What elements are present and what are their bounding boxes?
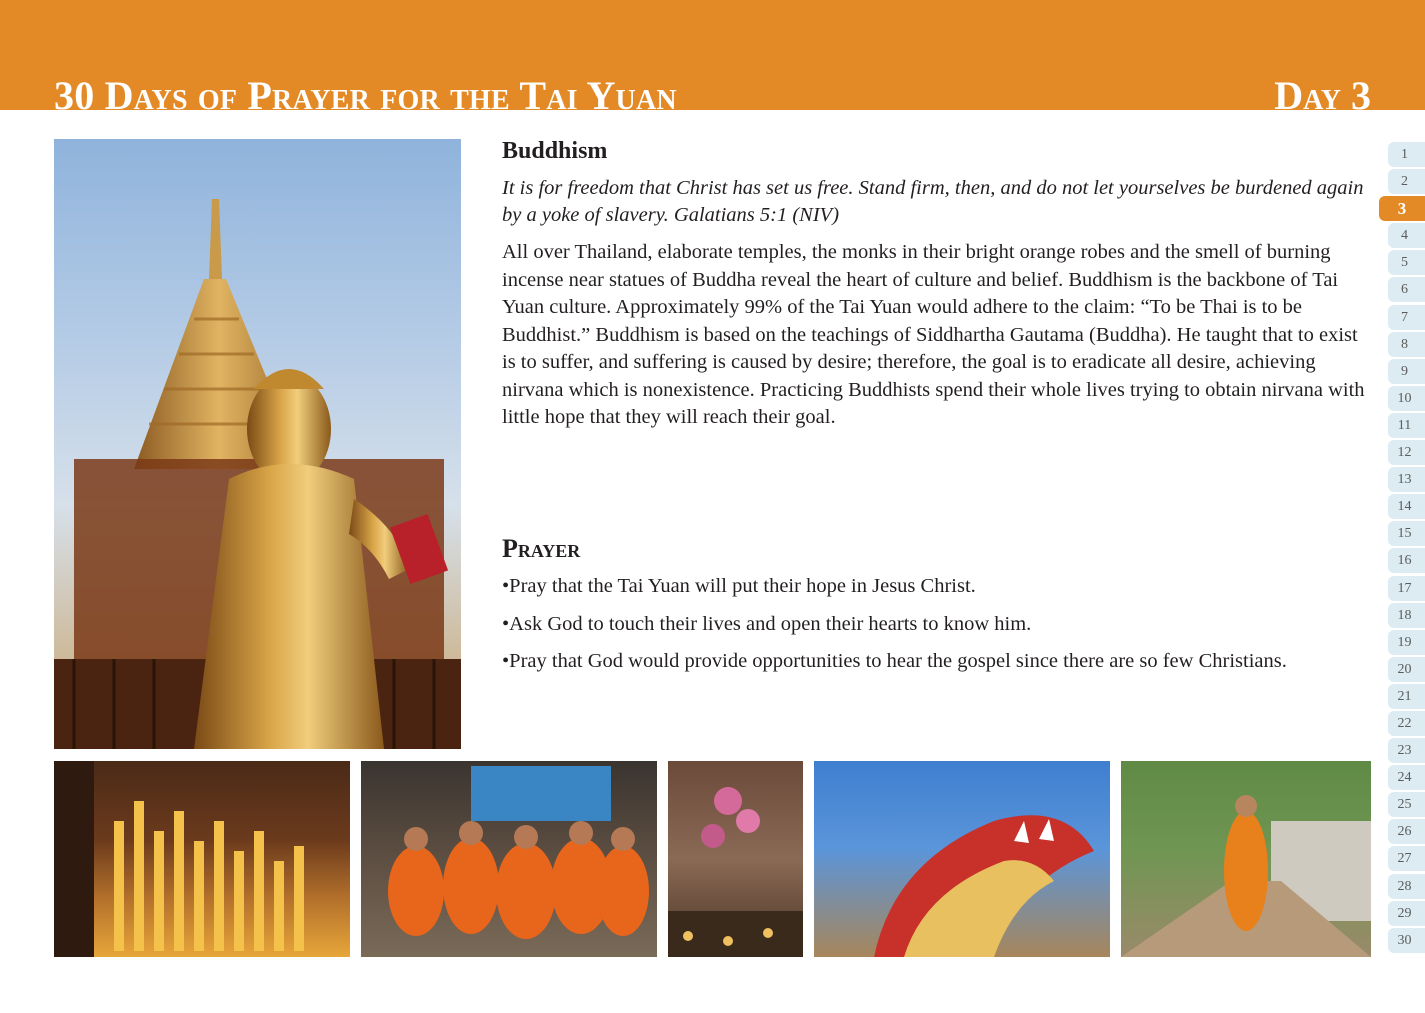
- day-tab-1[interactable]: 1: [1388, 142, 1425, 167]
- day-tab-15[interactable]: 15: [1388, 521, 1425, 546]
- page-title: 30 Days of Prayer for the Tai Yuan: [54, 73, 677, 118]
- day-tab-27[interactable]: 27: [1388, 846, 1425, 871]
- day-tab-7[interactable]: 7: [1388, 305, 1425, 330]
- day-tab-6[interactable]: 6: [1388, 277, 1425, 302]
- article-body: All over Thailand, elaborate temples, the monks in their bright orange robes and the smell of burning incense near statues of Buddha reveal the heart of culture and belief. Buddhism is the backbone of Tai Yuan culture. Approximately 99% of the Tai Yuan would adhere to the claim: “To be Thai is to be Buddhist.” Buddhism is based on the teachings of Siddhartha Gautama (Buddha). He taught that to exist is to suffer, and suffering is caused by desire; therefore, the goal is to eradicate all desire, achieving nirvana which is nonexistence. Practicing Buddhists spend their whole lives trying to obtain nirvana with little hope that they will reach their goal.: [502, 241, 1365, 428]
- day-tab-26[interactable]: 26: [1388, 819, 1425, 844]
- candles-photo: [54, 761, 350, 957]
- article: [502, 136, 1372, 432]
- flowers-photo: [668, 761, 803, 957]
- day-tab-28[interactable]: 28: [1388, 874, 1425, 899]
- day-tab-5[interactable]: 5: [1388, 250, 1425, 275]
- day-tab-14[interactable]: 14: [1388, 494, 1425, 519]
- prayer-item: •Pray that the Tai Yuan will put their hope in Jesus Christ.: [502, 575, 976, 597]
- prayer-heading: Prayer: [502, 534, 581, 563]
- day-tab-24[interactable]: 24: [1388, 765, 1425, 790]
- day-tab-22[interactable]: 22: [1388, 711, 1425, 736]
- prayer-item: •Ask God to touch their lives and open their hearts to know him.: [502, 612, 1032, 635]
- day-tab-23[interactable]: 23: [1388, 738, 1425, 763]
- day-index: [1388, 142, 1425, 955]
- day-tab-8[interactable]: 8: [1388, 332, 1425, 357]
- monk-walking-illustration: [1121, 761, 1371, 957]
- monks-illustration: [361, 761, 657, 957]
- monks-seated-photo: [361, 761, 657, 957]
- day-tab-30[interactable]: 30: [1388, 928, 1425, 953]
- prayer-item: •Pray that God would provide opportunities to hear the gospel since there are so few Christians.: [502, 650, 1287, 672]
- day-tab-16[interactable]: 16: [1388, 548, 1425, 573]
- day-tab-9[interactable]: 9: [1388, 359, 1425, 384]
- day-tab-12[interactable]: 12: [1388, 440, 1425, 465]
- monk-walking-photo: [1121, 761, 1371, 957]
- day-tab-10[interactable]: 10: [1388, 386, 1425, 411]
- day-tab-13[interactable]: 13: [1388, 467, 1425, 492]
- day-label: Day 3: [1274, 73, 1371, 118]
- candles-illustration: [54, 761, 350, 957]
- prayer-list: [502, 572, 1372, 685]
- day-tab-20[interactable]: 20: [1388, 657, 1425, 682]
- day-tab-11[interactable]: 11: [1388, 413, 1425, 438]
- buddha-statue-illustration: [54, 139, 461, 749]
- day-tab-18[interactable]: 18: [1388, 603, 1425, 628]
- day-tab-19[interactable]: 19: [1388, 630, 1425, 655]
- day-tab-21[interactable]: 21: [1388, 684, 1425, 709]
- flowers-illustration: [668, 761, 803, 957]
- day-tab-3-active[interactable]: 3: [1379, 196, 1425, 221]
- dragon-illustration: [814, 761, 1110, 957]
- section-heading: Buddhism: [502, 138, 608, 164]
- buddha-statue-photo: [54, 139, 461, 749]
- day-tab-25[interactable]: 25: [1388, 792, 1425, 817]
- naga-dragon-photo: [814, 761, 1110, 957]
- day-tab-29[interactable]: 29: [1388, 901, 1425, 926]
- day-tab-2[interactable]: 2: [1388, 169, 1425, 194]
- scripture-verse: It is for freedom that Christ has set us free. Stand firm, then, and do not let yourselves be burdened again by a yoke of slavery. Galatians 5:1 (NIV): [502, 177, 1364, 226]
- day-tab-17[interactable]: 17: [1388, 576, 1425, 601]
- day-tab-4[interactable]: 4: [1388, 223, 1425, 248]
